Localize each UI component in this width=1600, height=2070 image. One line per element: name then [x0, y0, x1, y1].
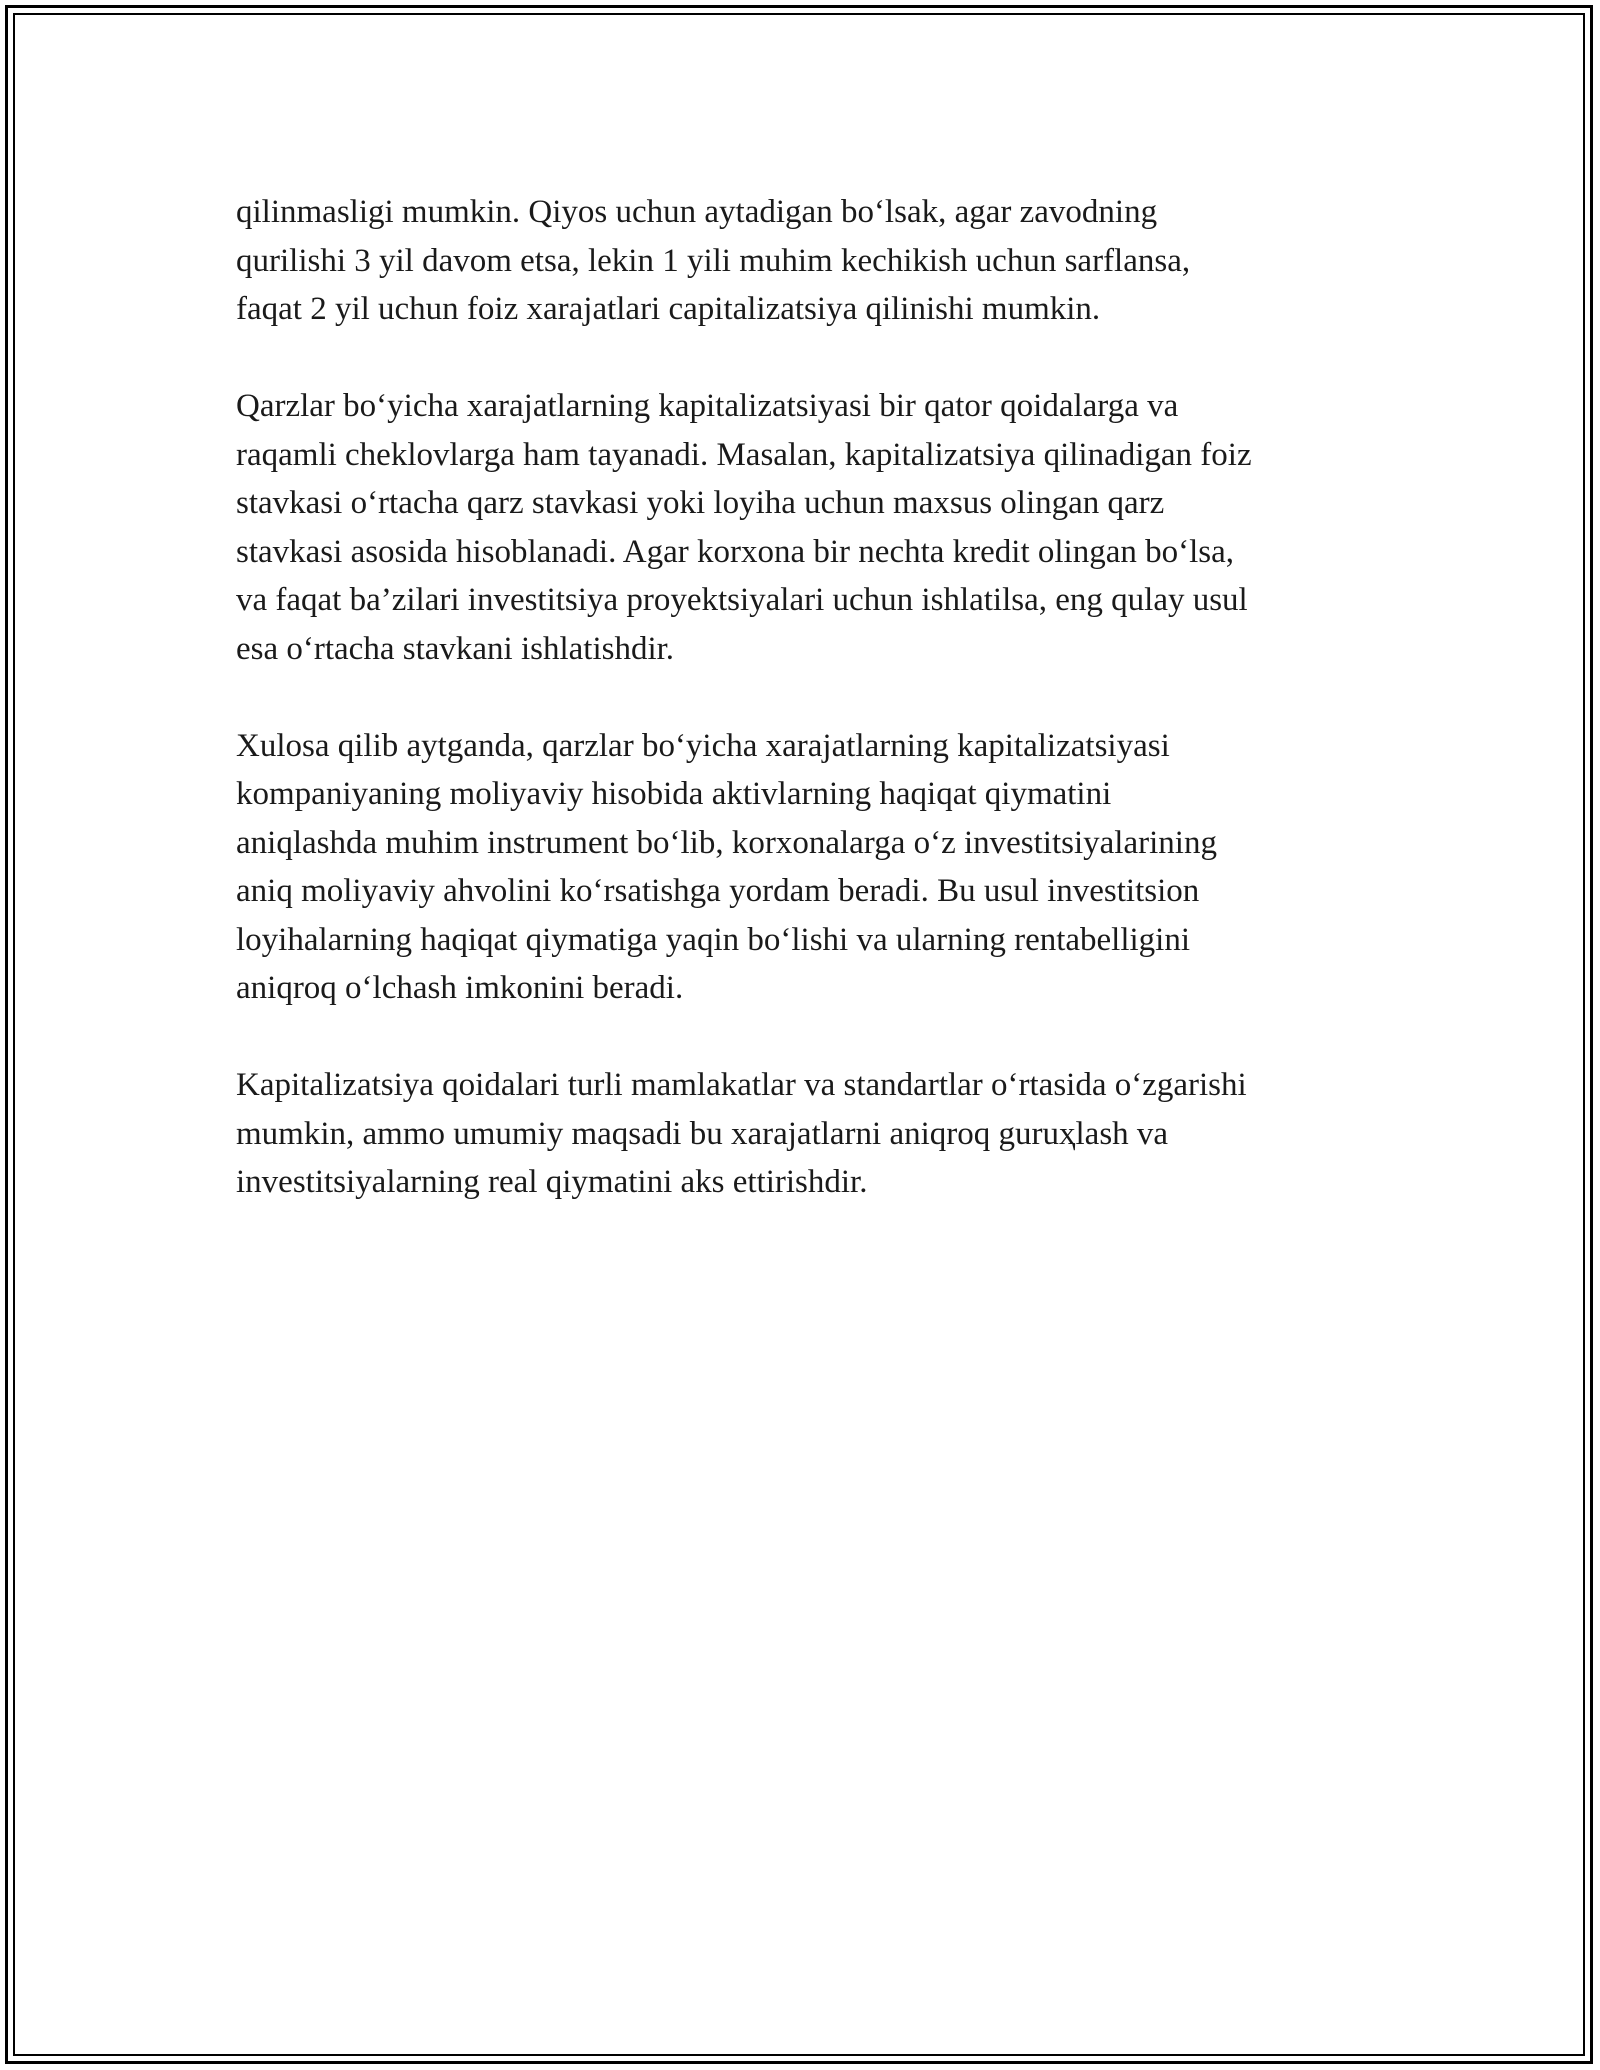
- paragraph-2: Qarzlar bo‘yicha xarajatlarning kapitalizatsiyasi bir qator qoidalarga va raqamli cheklovlarga ham tayanadi. Masalan, kapitalizatsiya qilinadigan foiz stavkasi o‘rtacha qarz stavkasi yoki loyiha uchun maxsus olingan qarz stavkasi asosida hisoblanadi. Agar korxona bir nechta kredit olingan bo‘lsa, va faqat ba’zilari investitsiya proyektsiyalari uchun ishlatilsa, eng qulay usul esa o‘rtacha stavkani ishlatishdir.: [236, 388, 1252, 667]
- paragraph-3: Xulosa qilib aytganda, qarzlar bo‘yicha xarajatlarning kapitalizatsiyasi kompaniyaning moliyaviy hisobida aktivlarning haqiqat qiymatini aniqlashda muhim instrument bo‘lib, korxonalarga o‘z investitsiyalarining aniq moliyaviy ahvolini ko‘rsatishga yordam beradi. Bu usul investitsion loyihalarning haqiqat qiymatiga yaqin bo‘lishi va ularning rentabelligini aniqroq o‘lchash imkonini beradi.: [236, 727, 1217, 1006]
- paragraph-4: Kapitalizatsiya qoidalari turli mamlakatlar va standartlar o‘rtasida o‘zgarishi mumkin, ammo umumiy maqsadi bu xarajatlarni aniqroq guruҳlash va investitsiyalarning real qiymatini aks ettirishdir.: [236, 1067, 1247, 1200]
- document-body: [236, 188, 1416, 1255]
- paragraph-1: qilinmasligi mumkin. Qiyos uchun aytadigan bo‘lsak, agar zavodning qurilishi 3 yil davom etsa, lekin 1 yili muhim kechikish uchun sarflansa, faqat 2 yil uchun foiz xarajatlari capitalizatsiya qilinishi mumkin.: [236, 194, 1191, 327]
